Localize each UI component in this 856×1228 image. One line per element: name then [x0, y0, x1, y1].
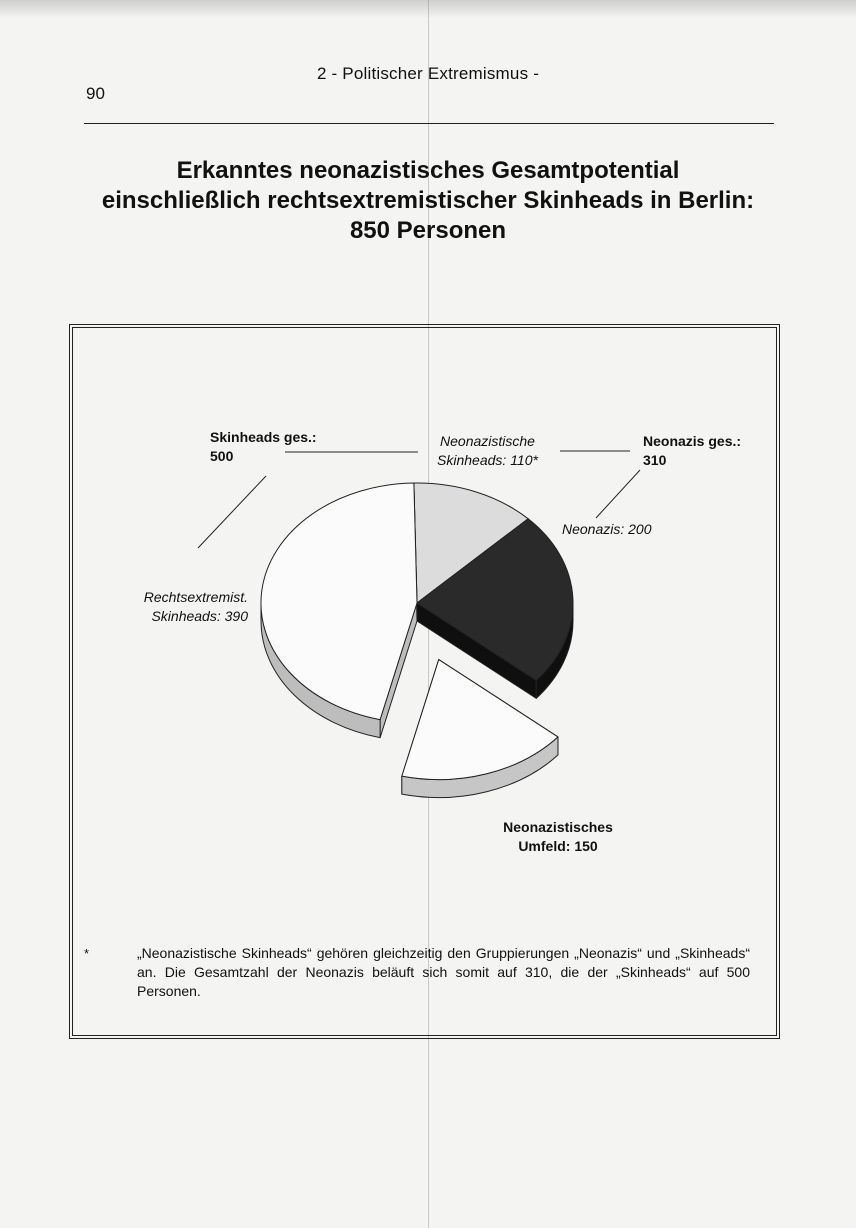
label-neonazis-ges-title: Neonazis ges.:	[643, 433, 742, 449]
leader-line-skinheads-ges-diagonal	[198, 476, 266, 548]
label-umfeld-title: Neonazistisches	[503, 819, 613, 835]
running-head: 2 - Politischer Extremismus -	[316, 64, 540, 83]
label-skinheads-ges-title: Skinheads ges.:	[210, 429, 317, 445]
chart-title-line-1: Erkanntes neonazistisches Gesamtpotential	[176, 157, 680, 184]
footnote-marker: *	[84, 946, 90, 961]
chart-title-line-2: einschließlich rechtsextremistischer Skinheads in Berlin:	[101, 187, 755, 214]
footnote-text: „Neonazistische Skinheads“ gehören gleichzeitig den Gruppierungen „Neonazis“ und „Skinheads“ an. Die Gesamtzahl der Neonazis beläuft sich somit auf 310, die der „Skinheads“ auf 500 Personen.	[137, 945, 750, 999]
label-umfeld	[488, 818, 628, 856]
label-neonazis	[562, 520, 652, 539]
label-skinheads-ges-value: 500	[210, 448, 234, 464]
label-rechtsextremist-value: Skinheads: 390	[151, 608, 248, 624]
label-rechtsextremist-skinheads	[136, 588, 248, 626]
label-umfeld-value: Umfeld: 150	[518, 838, 598, 854]
label-neonazis-value: Neonazis: 200	[562, 521, 652, 537]
label-neonazistische-skinheads-value: Skinheads: 110*	[437, 452, 538, 468]
leader-line-neonazis-diagonal	[596, 470, 640, 518]
label-neonazistische-skinheads	[425, 432, 550, 470]
label-neonazistische-skinheads-title: Neonazistische	[440, 433, 535, 449]
label-skinheads-ges	[210, 428, 317, 466]
label-neonazis-ges-value: 310	[643, 452, 667, 468]
page-number: 90	[86, 84, 105, 103]
chart-title-line-3: 850 Personen	[349, 217, 507, 244]
label-rechtsextremist-title: Rechtsextremist.	[143, 589, 248, 605]
label-neonazis-ges	[643, 432, 741, 470]
